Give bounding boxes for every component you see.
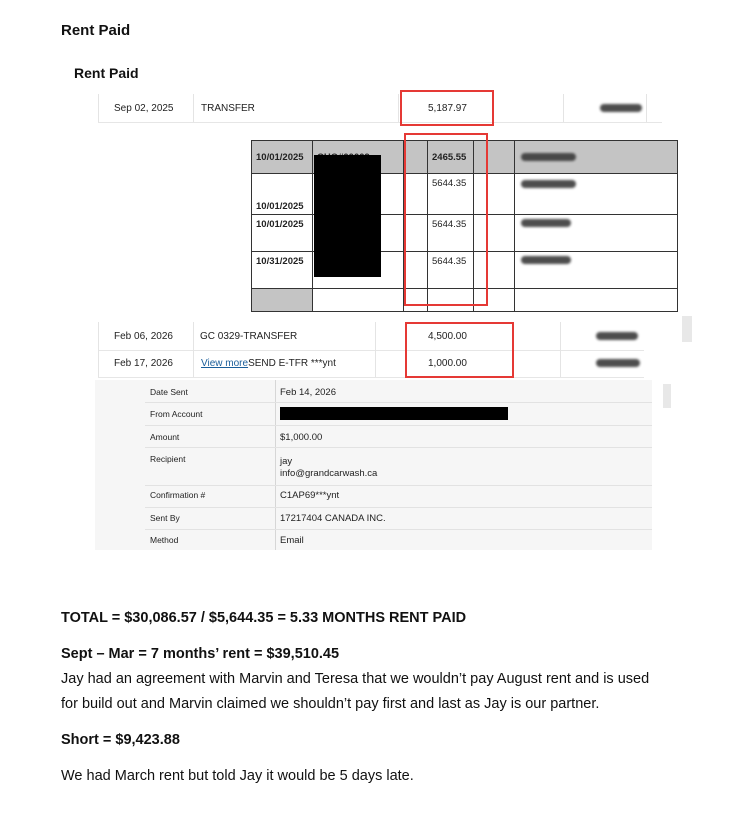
redacted-payee [521,219,571,227]
transaction-row-transfer [98,94,662,123]
detail-label: Date Sent [150,387,188,397]
transaction-description: TRANSFER [201,102,255,114]
redacted-payee [521,153,576,161]
transaction-amount: 1,000.00 [428,357,467,369]
total-line: TOTAL = $30,086.57 / $5,644.35 = 5.33 MONTHS RENT PAID [61,610,467,626]
highlight-box [400,90,494,126]
divider [275,380,276,550]
cheque-date: 10/01/2025 [252,215,313,252]
detail-label: Confirmation # [150,490,206,500]
detail-value: $1,000.00 [280,432,323,443]
cheque-date: 10/01/2025 [252,174,313,215]
detail-value: Feb 14, 2026 [280,387,336,398]
agreement-line-1: Jay had an agreement with Marvin and Teresa that we wouldn’t pay August rent and is used [61,671,650,687]
highlight-box [404,133,488,306]
detail-value: 17217404 CANADA INC. [280,513,386,524]
detail-label: Recipient [150,454,186,464]
detail-value: Email [280,535,304,546]
transaction-amount: 5,187.97 [428,102,467,114]
redacted-payee [521,256,571,264]
divider [145,485,652,486]
redacted-balance [596,332,638,340]
agreement-line-2: for build out and Marvin claimed we shouldn’t pay first and last as Jay is our partner. [61,696,600,712]
divider [145,425,652,426]
rent-line: Sept – Mar = 7 months’ rent = $39,510.45 [61,646,340,662]
detail-label: From Account [150,409,203,419]
detail-value: C1AP69***ynt [280,490,340,501]
divider [145,402,652,403]
march-note: We had March rent but told Jay it would be 5 days late. [61,768,414,784]
redacted-balance [596,359,640,367]
cheque-date: 10/31/2025 [252,252,313,289]
transaction-amount: 4,500.00 [428,330,467,342]
recipient-email: info@grandcarwash.ca [280,468,378,479]
cheque-amount: 5644.35 [428,252,474,289]
etransfer-details [95,380,652,550]
cheque-amount: 2465.55 [428,141,474,174]
divider [145,529,652,530]
transaction-description: SEND E-TFR ***ynt [248,357,336,369]
faint-artifact [663,384,671,408]
redacted-payee [521,180,576,188]
view-more-link[interactable]: View more [201,357,249,369]
cheque-date: 10/01/2025 [252,141,313,174]
highlight-box [405,322,514,378]
transaction-row-feb17 [98,349,644,378]
detail-label: Sent By [150,513,180,523]
transaction-description: GC 0329-TRANSFER [200,330,298,342]
transaction-date: Feb 06, 2026 [114,330,173,342]
redacted-balance [600,104,642,112]
transaction-row-feb06 [98,322,644,351]
recipient-name: jay [280,456,293,467]
short-line: Short = $9,423.88 [61,732,180,748]
redaction-block [280,407,508,420]
cheque-amount: 5644.35 [428,215,474,252]
transaction-date: Feb 17, 2026 [114,357,173,369]
transaction-date: Sep 02, 2025 [114,102,174,114]
divider [145,447,652,448]
detail-label: Method [150,535,179,545]
redaction-block [314,155,381,277]
faint-artifact [682,316,692,342]
detail-label: Amount [150,432,180,442]
divider [145,507,652,508]
cheque-amount: 5644.35 [428,174,474,215]
section-heading: Rent Paid [74,65,139,81]
page-heading: Rent Paid [61,22,131,39]
